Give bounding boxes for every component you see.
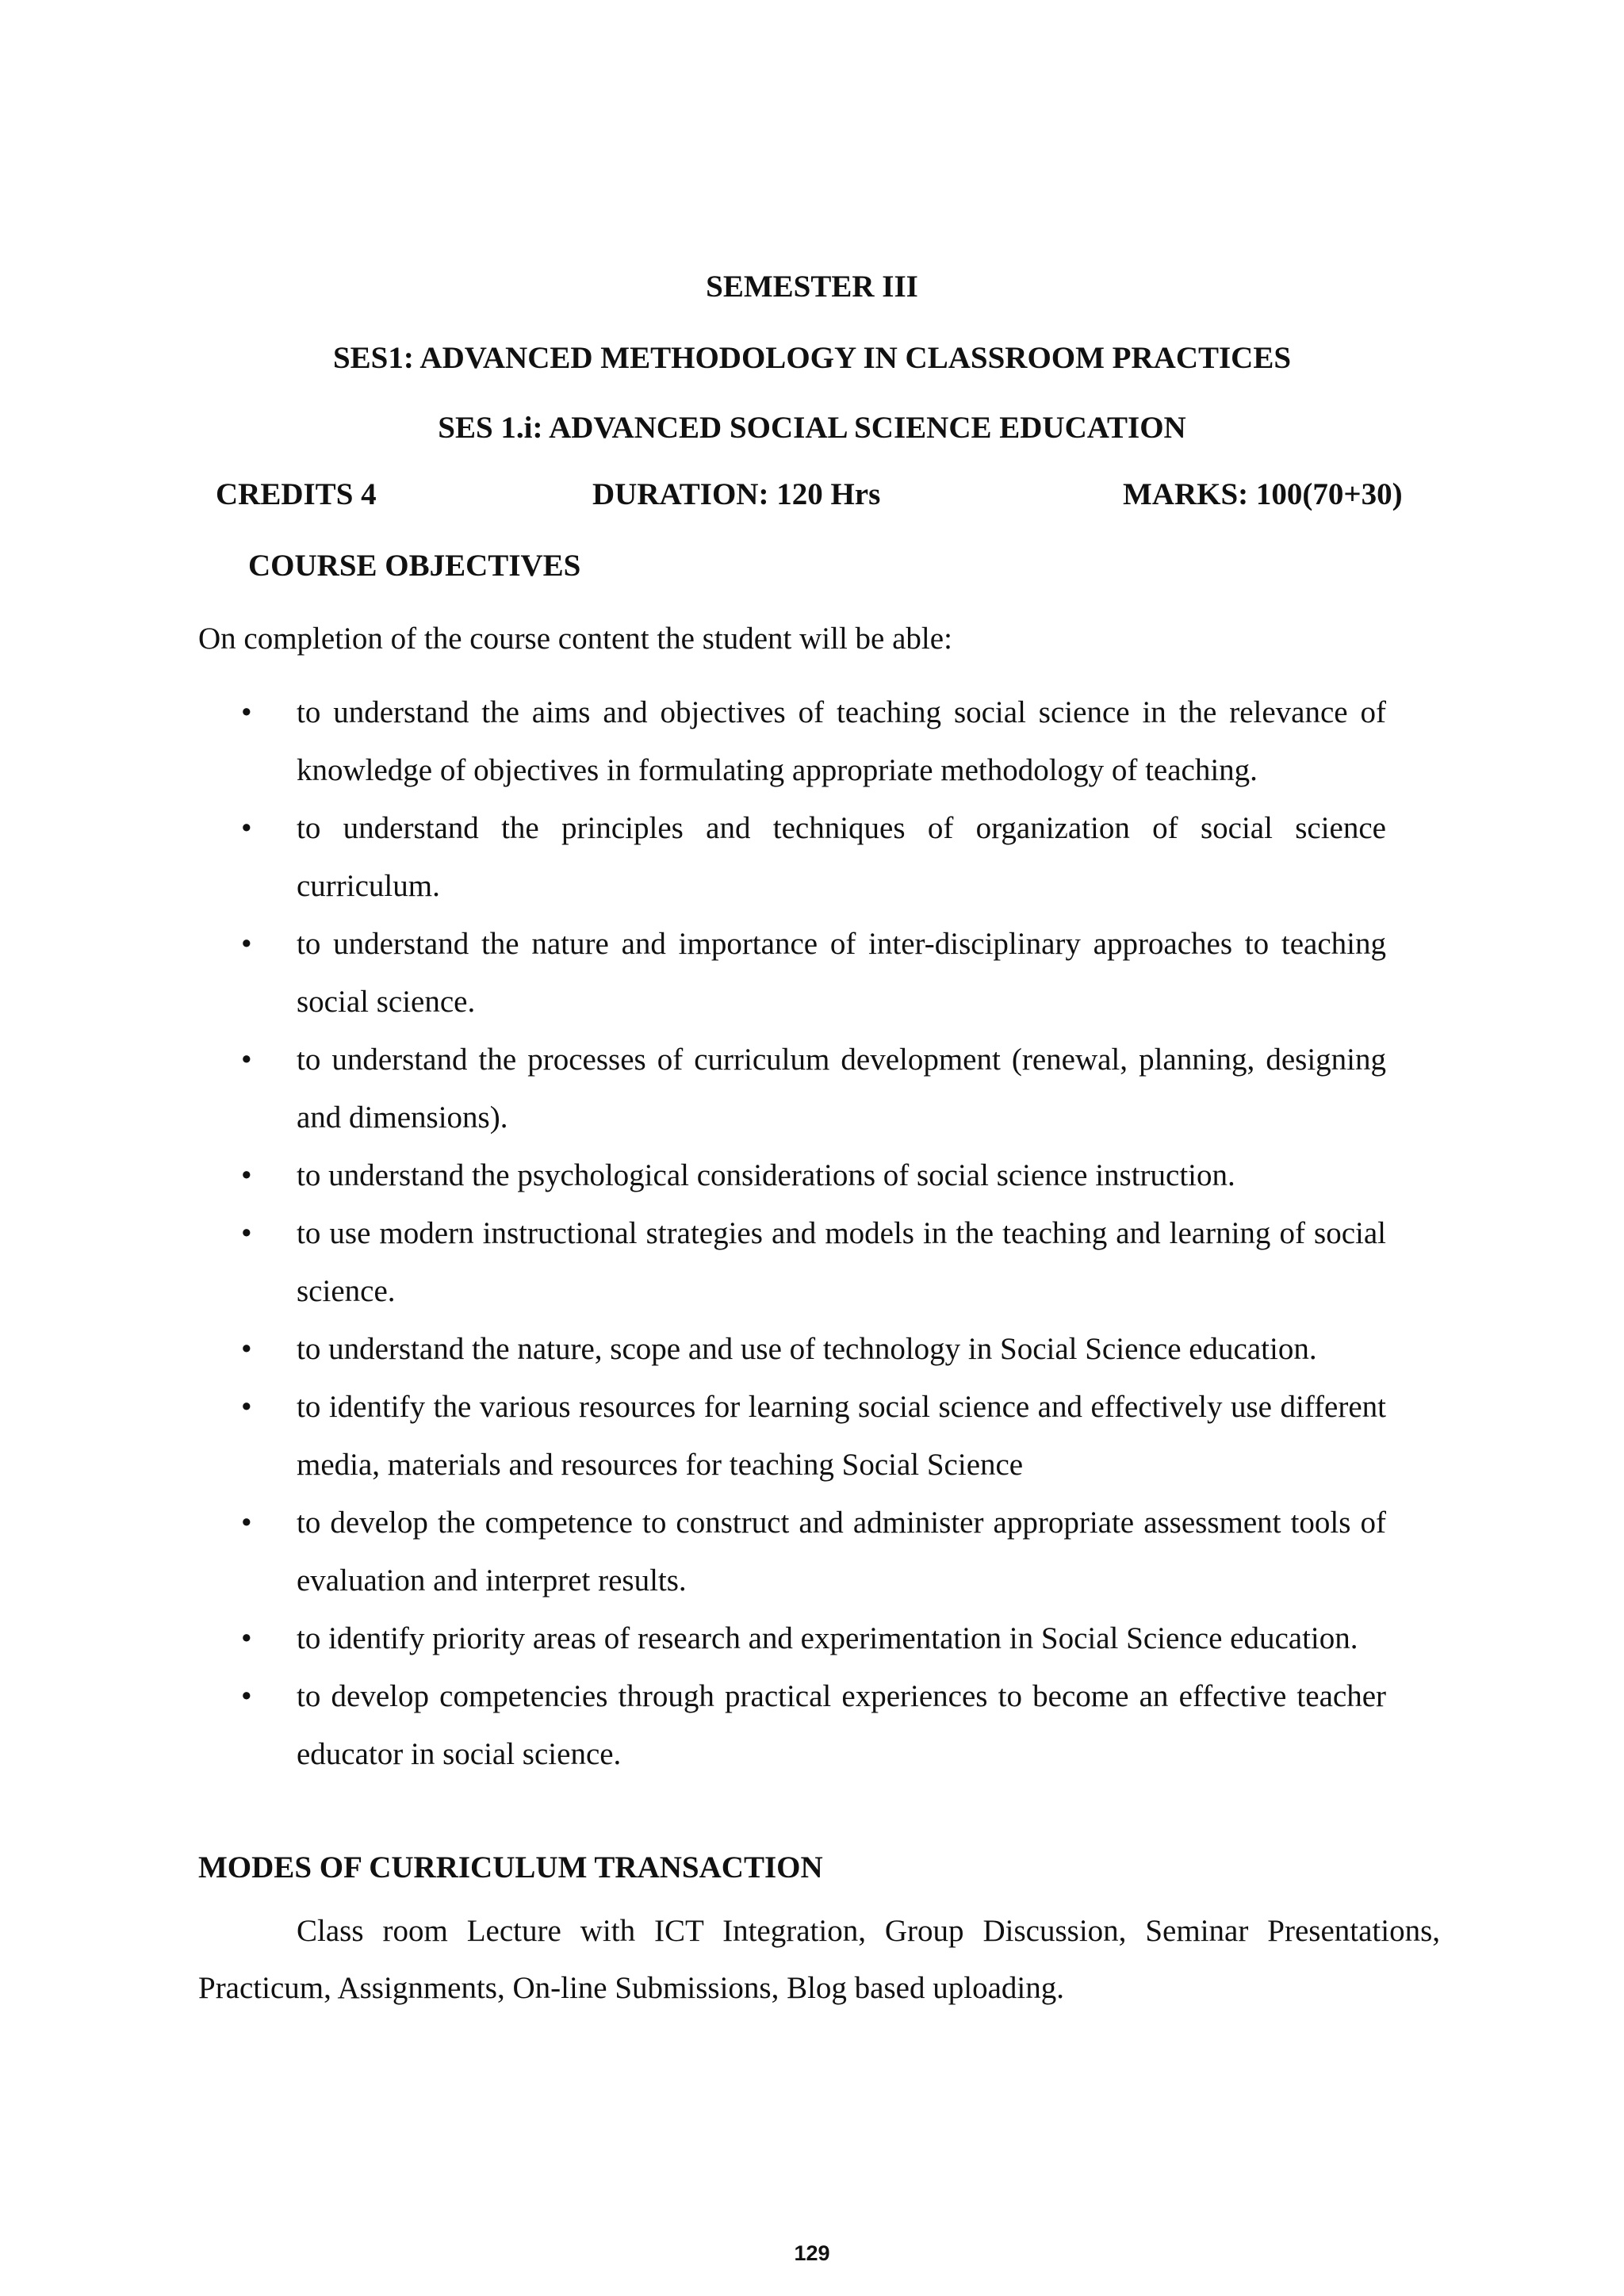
objective-item [241, 915, 1386, 1031]
bullet-icon: • [241, 1679, 252, 1713]
objective-text: to understand the principles and techniques of organization of social science curriculum. [297, 811, 1386, 903]
objective-item [241, 1204, 1386, 1320]
duration-label: DURATION: 120 Hrs [592, 477, 881, 511]
objective-text: to develop the competence to construct and administer appropriate assessment tools of evaluation and interpret results. [297, 1506, 1386, 1598]
bullet-icon: • [241, 1506, 252, 1540]
bullet-icon: • [241, 1043, 252, 1077]
bullet-icon: • [241, 1158, 252, 1192]
bullet-icon: • [241, 1216, 252, 1250]
objective-item [241, 1494, 1386, 1609]
page-number: 129 [794, 2241, 830, 2265]
bullet-icon: • [241, 927, 252, 961]
modes-heading: MODES OF CURRICULUM TRANSACTION [198, 1850, 823, 1885]
objective-text: to develop competencies through practical experiences to become an effective teacher educator in social science. [297, 1679, 1386, 1771]
modes-text: Class room Lecture with ICT Integration, Group Discussion, Seminar Presentations, Practicum, Assignments, On-line Submissions, Blog based uploading. [198, 1914, 1440, 2005]
course-info-row [0, 476, 1624, 514]
objective-text: to understand the psychological considerations of social science instruction. [297, 1158, 1235, 1192]
bullet-icon: • [241, 811, 252, 845]
objective-text: to identify priority areas of research and experimentation in Social Science education. [297, 1621, 1358, 1655]
credits-label: CREDITS 4 [216, 477, 377, 511]
semester-heading: SEMESTER III [706, 270, 918, 304]
objectives-list [241, 683, 1386, 1783]
bullet-icon: • [241, 695, 252, 729]
objective-text: to understand the nature, scope and use of technology in Social Science education. [297, 1332, 1317, 1366]
bullet-icon: • [241, 1332, 252, 1366]
objective-text: to understand the aims and objectives of teaching social science in the relevance of knowledge of objectives in formulating appropriate methodology of teaching. [297, 695, 1386, 787]
bullet-icon: • [241, 1621, 252, 1655]
objective-item [241, 799, 1386, 915]
bullet-icon: • [241, 1390, 252, 1424]
objective-text: to understand the nature and importance of inter-disciplinary approaches to teaching social science. [297, 927, 1386, 1019]
objective-item [241, 1667, 1386, 1783]
objective-item [241, 683, 1386, 799]
objective-item [241, 1146, 1386, 1204]
objective-item [241, 1378, 1386, 1494]
objective-item [241, 1609, 1386, 1667]
objective-text: to identify the various resources for learning social science and effectively use different media, materials and resources for teaching Social Science [297, 1390, 1386, 1482]
objectives-heading: COURSE OBJECTIVES [248, 549, 581, 583]
course-title: SES1: ADVANCED METHODOLOGY IN CLASSROOM PRACTICES [332, 341, 1292, 375]
objective-text: to understand the processes of curriculum development (renewal, planning, designing and dimensions). [297, 1043, 1386, 1135]
objective-item [241, 1320, 1386, 1378]
objectives-intro: On completion of the course content the student will be able: [198, 622, 952, 656]
course-subtitle: SES 1.i: ADVANCED SOCIAL SCIENCE EDUCATION [438, 411, 1186, 445]
objective-text: to use modern instructional strategies and models in the teaching and learning of social science. [297, 1216, 1386, 1308]
objective-item [241, 1031, 1386, 1146]
marks-label: MARKS: 100(70+30) [1123, 477, 1403, 511]
